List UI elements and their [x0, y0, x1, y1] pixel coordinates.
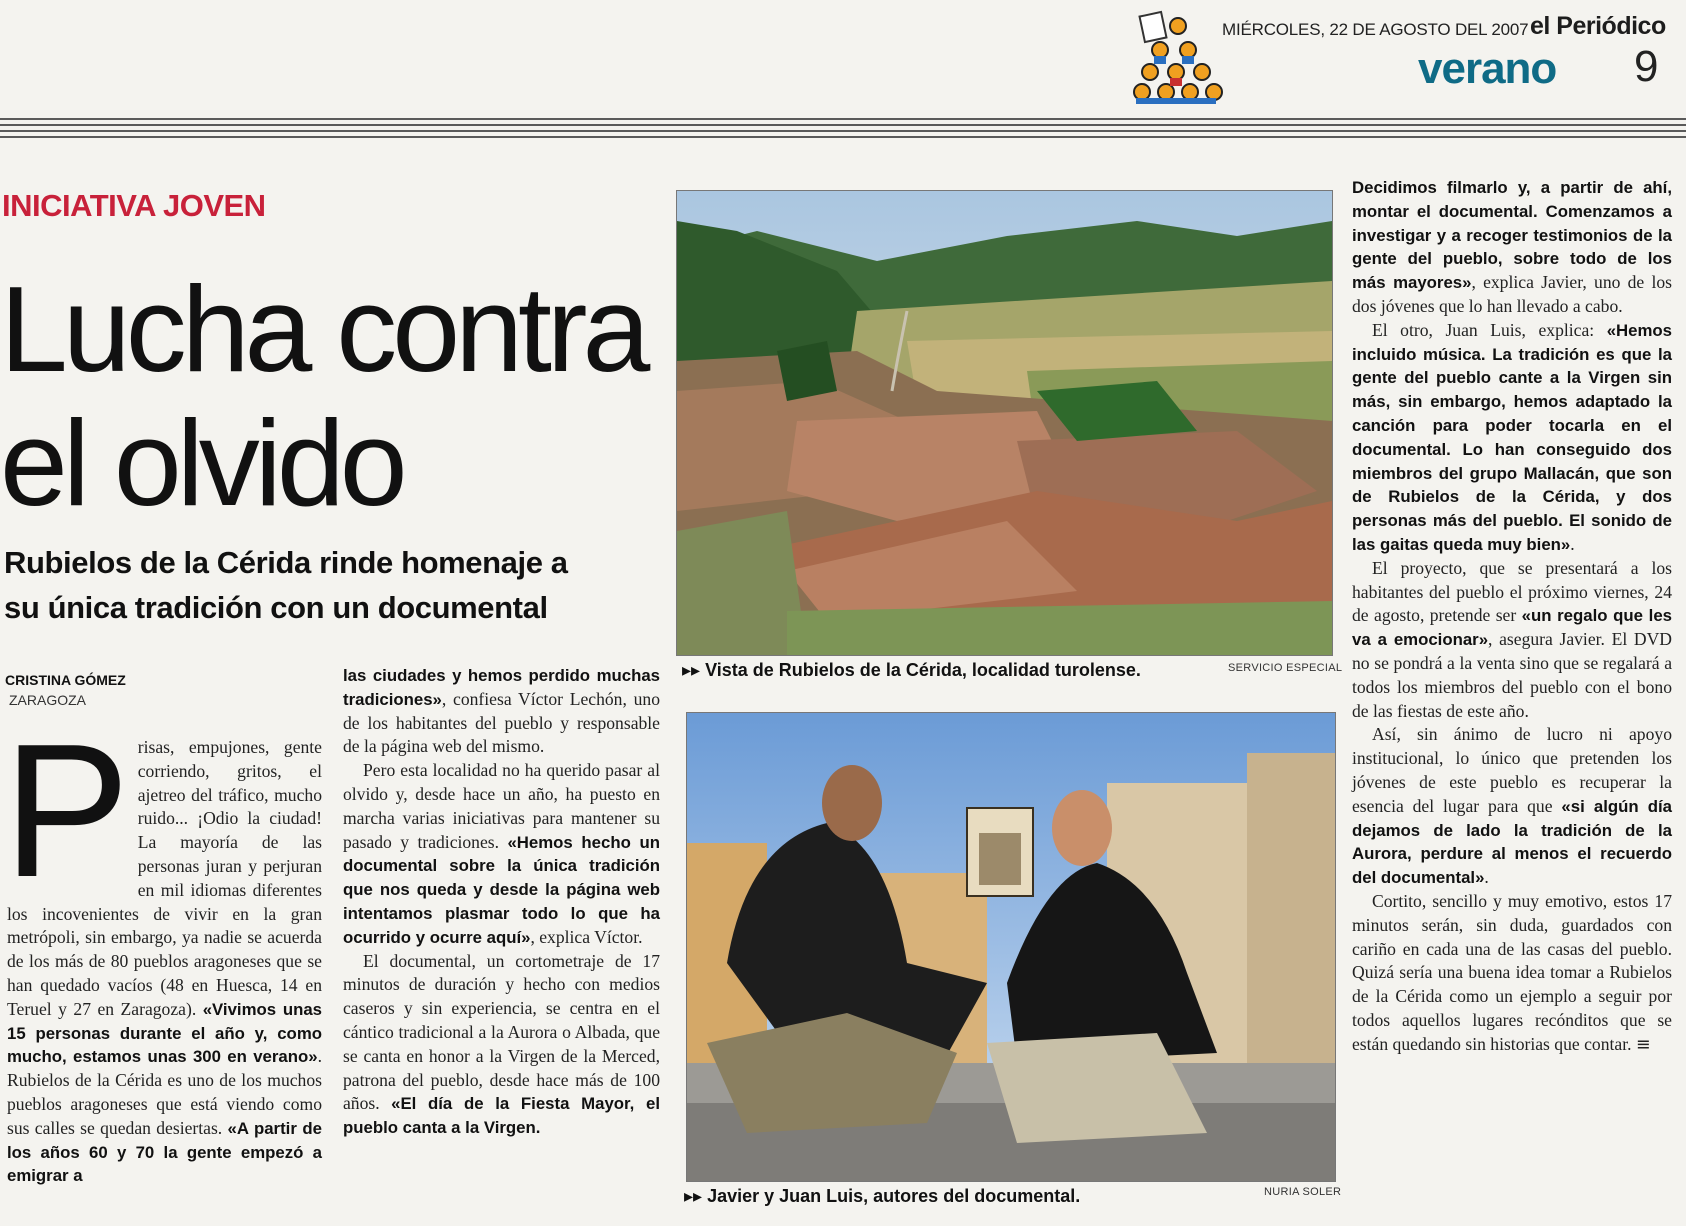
article-kicker: INICIATIVA JOVEN: [2, 188, 266, 223]
byline-location: ZARAGOZA: [9, 692, 87, 708]
village-photo: [676, 190, 1333, 656]
photo1-caption: ▸▸ Vista de Rubielos de la Cérida, localidad turolense.: [682, 660, 1141, 680]
subhead-line-2: su única tradición con un documental: [4, 590, 548, 625]
masthead-rule-4: [0, 136, 1686, 138]
article-headline: [0, 262, 680, 530]
paragraph: Prisas, empujones, gente corriendo, gritos, el ajetreo del tráfico, mucho ruido... ¡Odio la ciudad! La mayoría de las personas juran y perjuran en mil idiomas diferentes los incovenientes de vivir en la gran metrópoli, sin embargo, ya nadie se acuerda de los más de 80 pueblos aragoneses que se han quedado vacíos (48 en Huesca, 14 en Teruel y 27 en Zaragoza). «Vivimos unas 15 personas durante el año y, como mucho, estamos unas 300 en verano». Rubielos de la Cérida es uno de los muchos pueblos aragoneses que está viendo como sus calles se quedan desiertas. «A partir de los años 60 y 70 la gente empezó a emigrar a: [3, 705, 323, 1186]
paragraph: El proyecto, que se presentará a los habitantes del pueblo el próximo viernes, 24 de agosto, pretende ser «un regalo que les va a emocionar», asegura Javier. El DVD no se pondrá a la venta sino que se regalará a todos los miembros del pueblo con el bono de las fiestas de este año.: [1352, 557, 1672, 721]
village-landscape-image: [677, 191, 1332, 655]
page-number: 9: [1634, 42, 1659, 91]
masthead-rule-1: [0, 118, 1686, 120]
masthead-rule-2: [0, 124, 1686, 126]
byline-author: CRISTINA GÓMEZ: [5, 672, 126, 688]
section-logo-icon: [1130, 10, 1225, 110]
authors-photo: [686, 712, 1336, 1182]
subhead-line-1: Rubielos de la Cérida rinde homenaje a: [4, 545, 568, 580]
section-name: verano: [1418, 44, 1557, 93]
article-column-3: [1352, 176, 1672, 1057]
paragraph: Cortito, sencillo y muy emotivo, estos 17 minutos serán, sin duda, guardados con cariño en cada una de las casas del pueblo. Quizá sería una buena idea tomar a Rubielos de la Cérida como un ejemplo a seguir por todos aquellos lugares recónditos que se están quedando sin historias que contar. ≡: [1352, 890, 1672, 1055]
paragraph: Decidimos filmarlo y, a partir de ahí, montar el documental. Comenzamos a investigar y a recoger testimonios de la gente del pueblo, sobre todo de los más mayores», explica Javier, uno de los dos jóvenes que lo han llevado a cabo.: [1352, 178, 1672, 316]
paragraph: El documental, un cortometraje de 17 minutos de duración y hecho con medios caseros y sin experiencia, se centra en el cántico tradicional a la Aurora o Albada, que se canta en honor a la Virgen de la Merced, patrona del pueblo, desde hace más de 100 años. «El día de la Fiesta Mayor, el pueblo canta a la Virgen.: [343, 950, 660, 1138]
issue-date: MIÉRCOLES, 22 DE AGOSTO DEL 2007: [1222, 20, 1529, 39]
end-mark-icon: ≡: [1635, 1034, 1651, 1055]
article-subheadline: [4, 540, 684, 630]
paragraph: las ciudades y hemos perdido muchas tradiciones», confiesa Víctor Lechón, uno de los habitantes del pueblo y responsable de la página web del mismo.: [343, 666, 660, 757]
article-column-2: [343, 664, 660, 1140]
newspaper-name: el Periódico: [1530, 12, 1666, 40]
photo2-caption: ▸▸ Javier y Juan Luis, autores del documental.: [684, 1186, 1081, 1206]
paragraph: Pero esta localidad no ha querido pasar al olvido y, desde hace un año, ha puesto en marcha varias iniciativas para mantener su pasado y tradiciones. «Hemos hecho un documental sobre la única tradición que nos queda y desde la página web intentamos plasmar todo lo que ha ocurrido y ocurre aquí», explica Víctor.: [343, 760, 660, 947]
headline-line-2: el olvido: [0, 395, 403, 531]
masthead-rule-3: [0, 130, 1686, 132]
drop-cap: P: [3, 705, 130, 917]
article-column-1: [3, 705, 323, 1188]
paragraph: Así, sin ánimo de lucro ni apoyo institucional, lo único que pretenden los jóvenes de este pueblo es recuperar la esencia del lugar para que «si algún día dejamos de lado la tradición de la Aurora, perdure al menos el recuerdo del documental».: [1352, 724, 1672, 888]
headline-line-1: Lucha contra: [0, 261, 646, 397]
authors-portrait-image: [687, 713, 1335, 1181]
paragraph: El otro, Juan Luis, explica: «Hemos incluido música. La tradición es que la gente del pueblo cante a la Virgen sin más, sin embargo, hemos adaptado la canción para poder tocarla en el documental. Lo han conseguido dos miembros del grupo Mallacán, que son de Rubielos de la Cérida, y dos personas más del pueblo. El sonido de las gaitas queda muy bien».: [1352, 319, 1672, 554]
photo1-credit: SERVICIO ESPECIAL: [1228, 662, 1343, 674]
photo2-credit: NURIA SOLER: [1264, 1186, 1342, 1198]
